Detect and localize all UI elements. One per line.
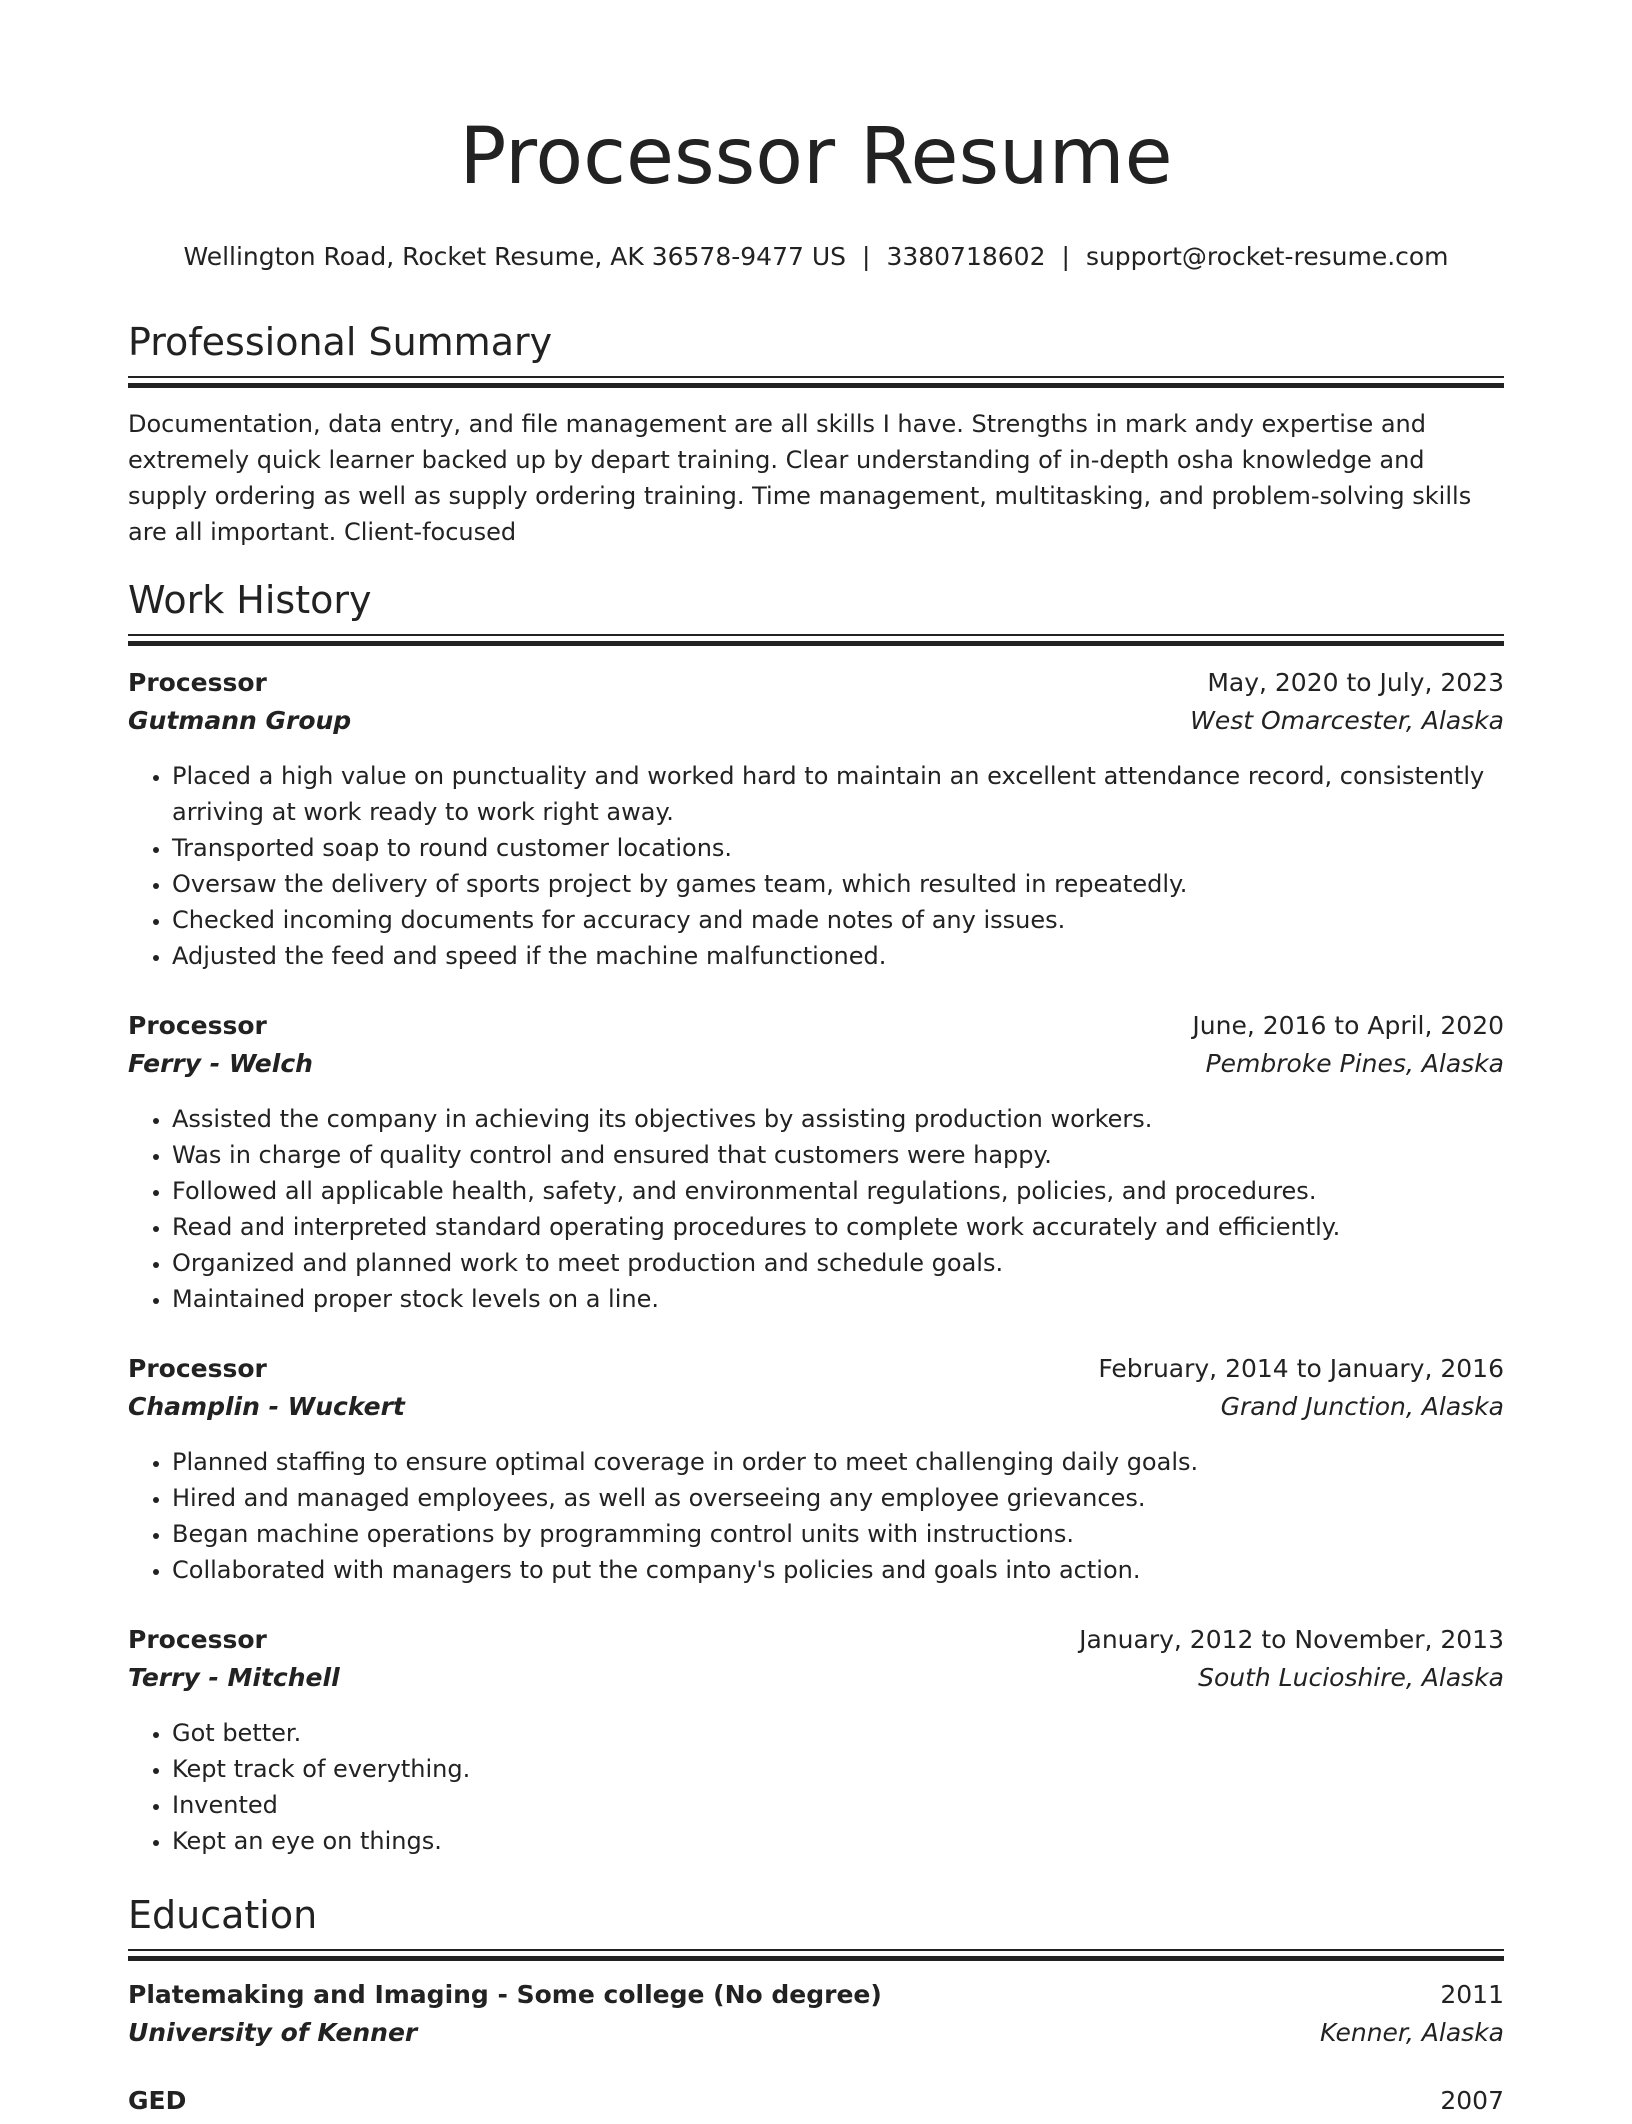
job-entry (128, 1011, 1504, 1317)
job-entry (128, 668, 1504, 974)
job-bullet: • Planned staffing to ensure optimal coverage in order to meet challenging daily goals. (172, 1444, 1504, 1480)
job-bullet: • Assisted the company in achieving its objectives by assisting production workers. (172, 1101, 1504, 1137)
contact-address: Wellington Road, Rocket Resume, AK 36578-9477 US (183, 242, 846, 271)
job-location: Grand Junction, Alaska (1220, 1392, 1504, 1421)
job-company: Terry - Mitchell (128, 1663, 340, 1692)
education-header-row (128, 1980, 1504, 2018)
job-header-row (128, 668, 1504, 706)
job-entry (128, 1625, 1504, 1859)
education-school: University of Kenner (128, 2018, 418, 2047)
job-dates: January, 2012 to November, 2013 (1079, 1625, 1504, 1654)
section-divider (128, 1949, 1504, 1961)
job-entry (128, 1354, 1504, 1588)
work-history-heading: Work History (128, 578, 372, 622)
summary-heading: Professional Summary (128, 320, 553, 364)
job-bullets (128, 758, 1504, 974)
resume-title: Processor Resume (459, 112, 1173, 202)
job-bullet: • Read and interpreted standard operating procedures to complete work accurately and efficiently. (172, 1209, 1504, 1245)
education-degree: GED (128, 2086, 187, 2115)
contact-separator: | (1061, 242, 1070, 271)
job-dates: May, 2020 to July, 2023 (1207, 668, 1504, 697)
job-company: Gutmann Group (128, 706, 352, 735)
education-entry (128, 1980, 1504, 2056)
job-bullet: • Checked incoming documents for accuracy and made notes of any issues. (172, 902, 1504, 938)
job-bullet: • Transported soap to round customer locations. (172, 830, 1504, 866)
education-header-row (128, 2086, 1504, 2124)
summary-text: Documentation, data entry, and file management are all skills I have. Strengths in mark andy expertise and extremely quick learner backed up by depart training. Clear understanding of in-depth osha knowledge and supply ordering as well as supply ordering training. Time management, multitasking, and problem-solving skills are all important. Client-focused (128, 410, 1472, 546)
job-bullet: • Got better. (172, 1715, 1504, 1751)
job-header-row (128, 1625, 1504, 1663)
job-bullets (128, 1715, 1504, 1859)
job-bullet: • Kept track of everything. (172, 1751, 1504, 1787)
job-bullet: • Placed a high value on punctuality and worked hard to maintain an excellent attendance record, consistently arriving at work ready to work right away. (172, 758, 1504, 830)
job-bullet: • Maintained proper stock levels on a line. (172, 1281, 1504, 1317)
job-title: Processor (128, 1625, 267, 1654)
education-year: 2011 (1440, 1980, 1504, 2009)
job-header-row (128, 1011, 1504, 1049)
job-bullet: • Began machine operations by programming control units with instructions. (172, 1516, 1504, 1552)
summary-section (128, 320, 1504, 550)
contact-line (128, 242, 1504, 272)
job-dates: February, 2014 to January, 2016 (1098, 1354, 1504, 1383)
job-bullet: • Adjusted the feed and speed if the machine malfunctioned. (172, 938, 1504, 974)
job-company-row (128, 706, 1504, 744)
section-divider (128, 634, 1504, 646)
job-header-row (128, 1354, 1504, 1392)
education-section (128, 1893, 1504, 1961)
education-heading: Education (128, 1893, 318, 1937)
job-bullet: • Hired and managed employees, as well as overseeing any employee grievances. (172, 1480, 1504, 1516)
section-divider (128, 376, 1504, 388)
job-bullets (128, 1101, 1504, 1317)
job-location: West Omarcester, Alaska (1190, 706, 1504, 735)
job-dates: June, 2016 to April, 2020 (1192, 1011, 1504, 1040)
job-location: Pembroke Pines, Alaska (1205, 1049, 1504, 1078)
job-company-row (128, 1392, 1504, 1430)
contact-separator: | (862, 242, 871, 271)
job-title: Processor (128, 1011, 267, 1040)
job-bullet: • Was in charge of quality control and ensured that customers were happy. (172, 1137, 1504, 1173)
job-title: Processor (128, 1354, 267, 1383)
education-degree: Platemaking and Imaging - Some college (No degree) (128, 1980, 882, 2009)
work-history-section (128, 578, 1504, 646)
job-bullet: • Invented (172, 1787, 1504, 1823)
job-company: Champlin - Wuckert (128, 1392, 405, 1421)
contact-phone: 3380718602 (886, 242, 1046, 271)
job-bullet: • Collaborated with managers to put the company's policies and goals into action. (172, 1552, 1504, 1588)
job-bullet: • Organized and planned work to meet production and schedule goals. (172, 1245, 1504, 1281)
job-bullet: • Kept an eye on things. (172, 1823, 1504, 1859)
education-school-row (128, 2018, 1504, 2056)
job-company-row (128, 1663, 1504, 1701)
job-company: Ferry - Welch (128, 1049, 313, 1078)
job-bullet: • Followed all applicable health, safety, and environmental regulations, policies, and procedures. (172, 1173, 1504, 1209)
job-bullet: • Oversaw the delivery of sports project by games team, which resulted in repeatedly. (172, 866, 1504, 902)
contact-email[interactable]: support@rocket-resume.com (1085, 242, 1449, 271)
job-bullets (128, 1444, 1504, 1588)
job-location: South Lucioshire, Alaska (1198, 1663, 1504, 1692)
education-year: 2007 (1440, 2086, 1504, 2115)
education-location: Kenner, Alaska (1319, 2018, 1504, 2047)
job-title: Processor (128, 668, 267, 697)
job-company-row (128, 1049, 1504, 1087)
education-entry (128, 2086, 1504, 2124)
